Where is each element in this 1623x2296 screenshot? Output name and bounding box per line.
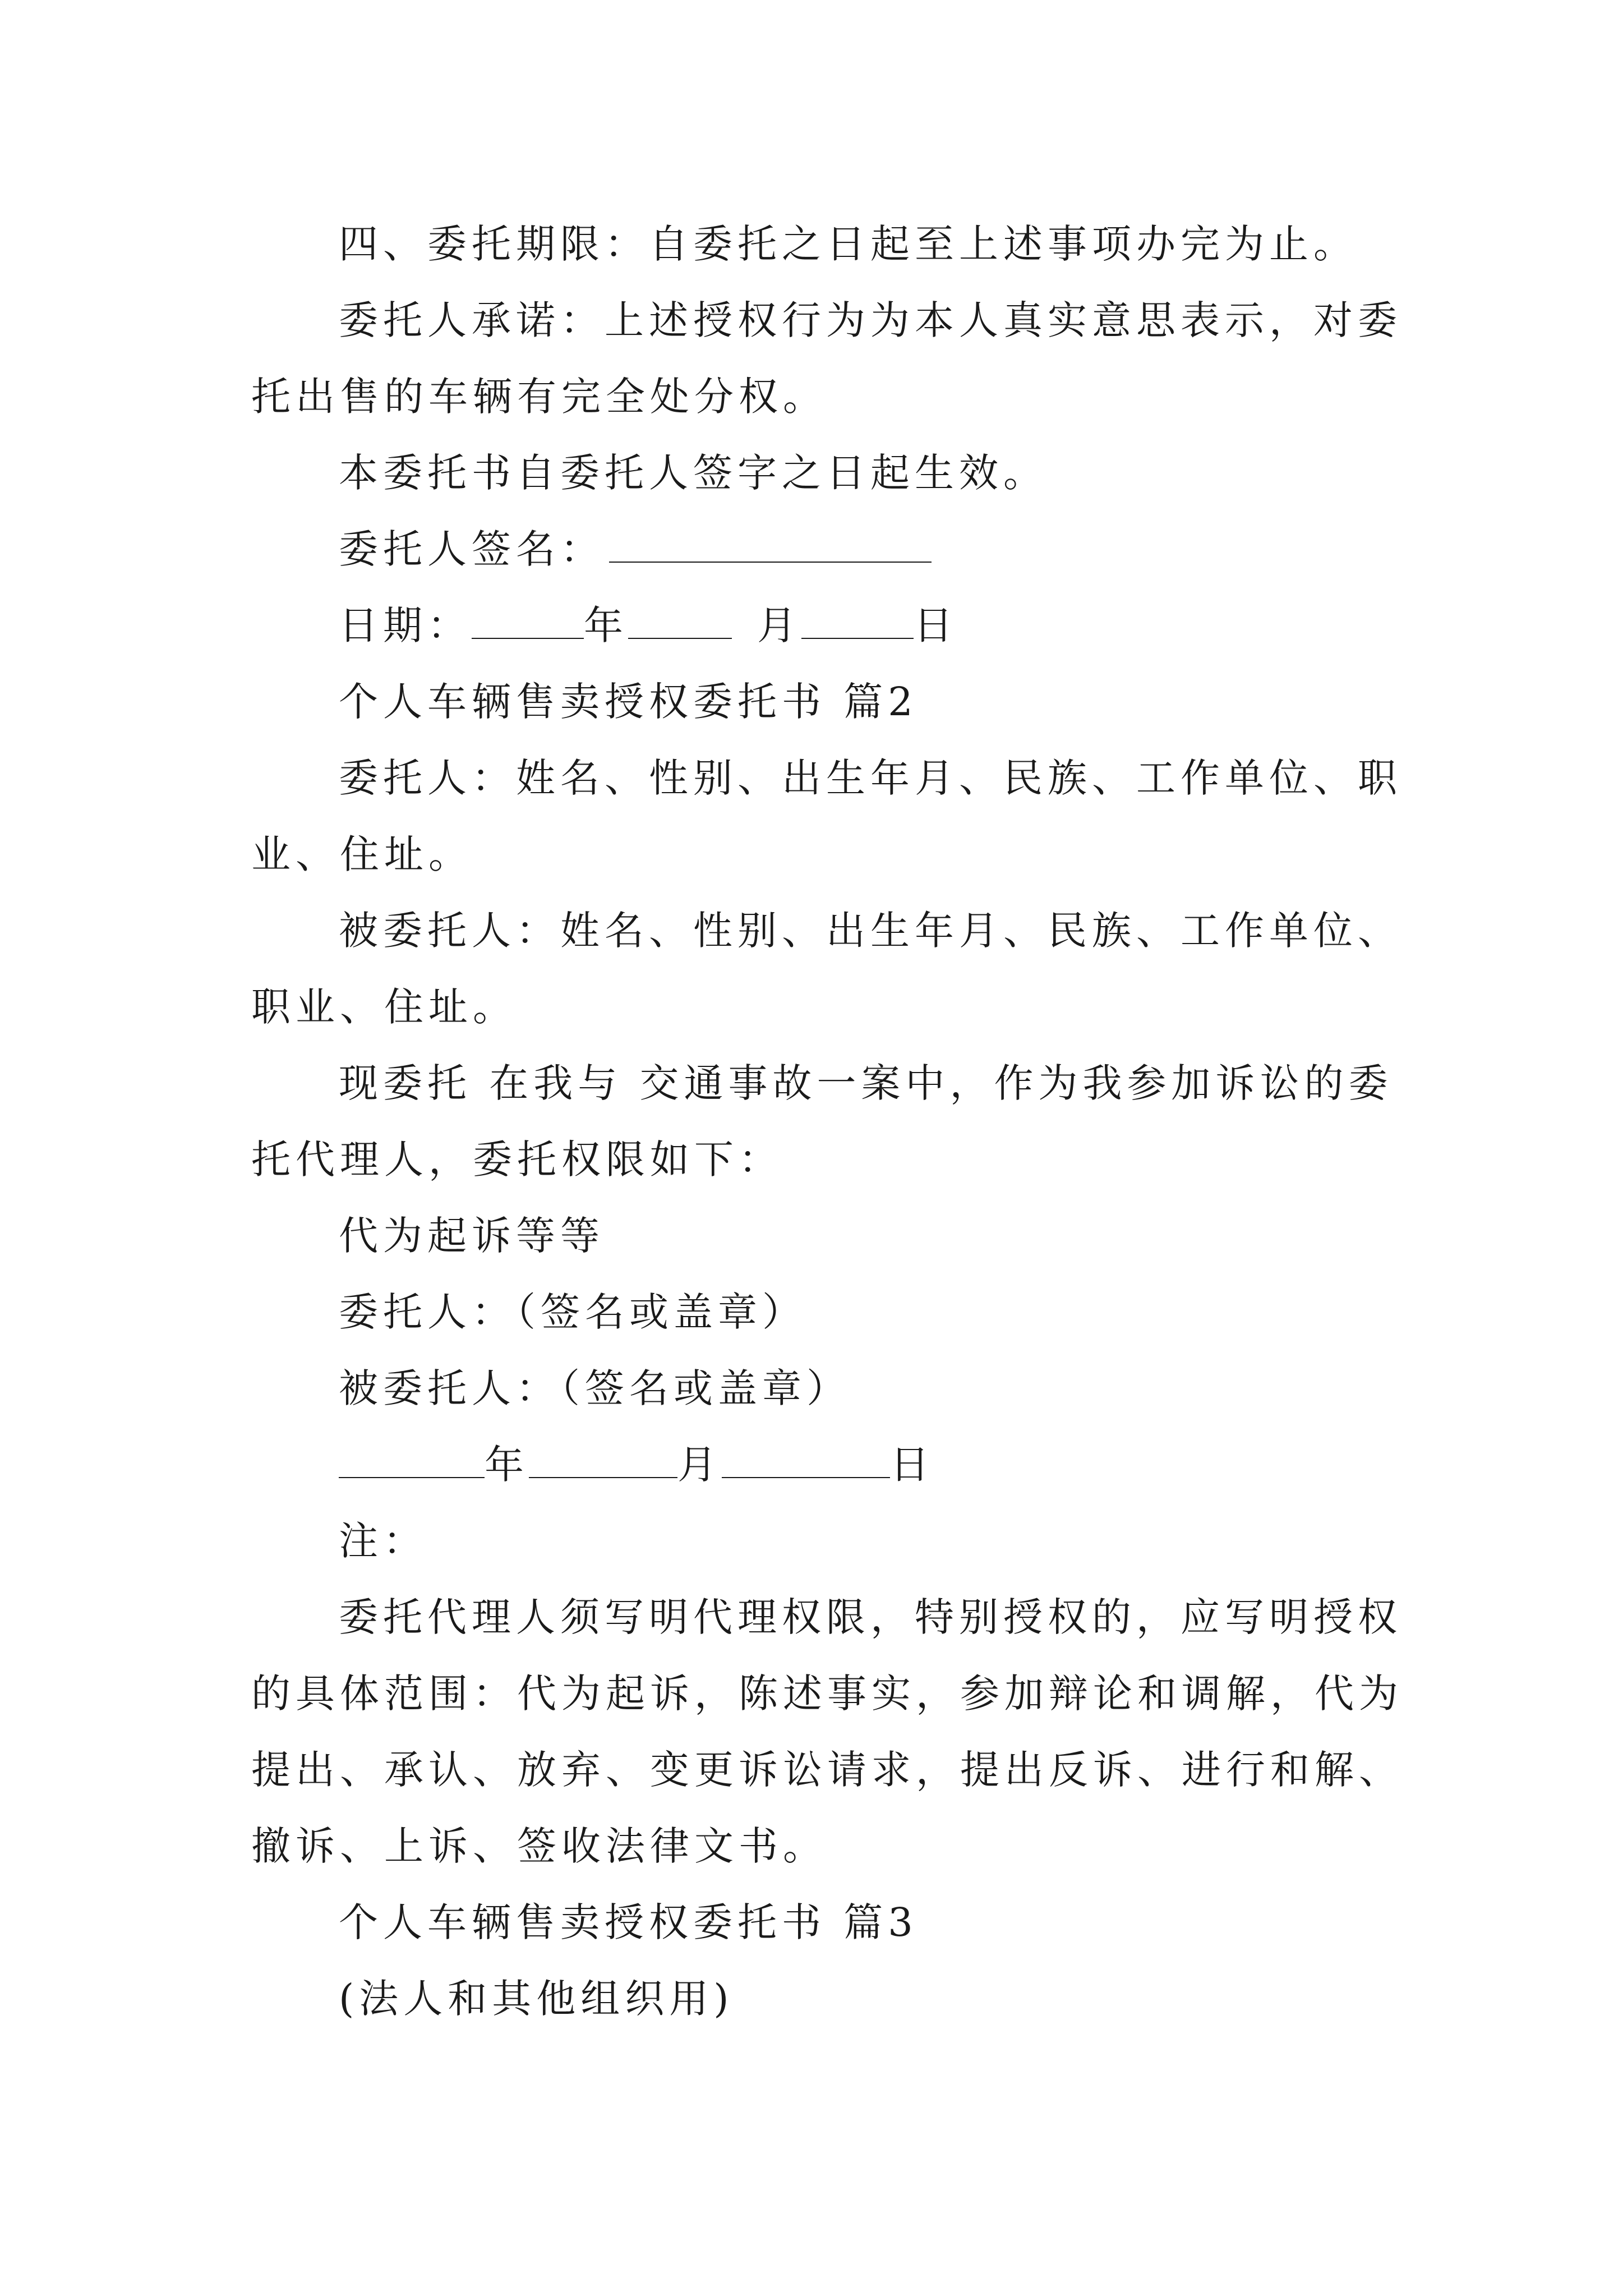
- day-blank: [801, 609, 914, 639]
- agent-sign: 被委托人：（签名或盖章）: [339, 1365, 851, 1411]
- month-blank: [628, 609, 732, 639]
- note-label: 注：: [339, 1518, 427, 1564]
- paragraph-agent-cont: 职业、住址。: [251, 984, 517, 1030]
- date-line-2: [339, 1442, 934, 1488]
- year-blank-2: [339, 1448, 485, 1478]
- year-label-2: 年: [485, 1442, 529, 1488]
- year-blank: [472, 609, 584, 639]
- note-paragraph-cont-3: 撤诉、上诉、签收法律文书。: [251, 1823, 827, 1869]
- year-label: 年: [584, 602, 628, 648]
- paragraph-effective: 本委托书自委托人签字之日起生效。: [339, 450, 1048, 496]
- signature-label: 委托人签名：: [339, 526, 605, 572]
- principal-sign: 委托人：（签名或盖章）: [339, 1289, 806, 1335]
- month-label: 月: [757, 602, 801, 648]
- day-label: 日: [914, 602, 958, 648]
- paragraph-entrust: 现委托 在我与 交通事故一案中，作为我参加诉讼的委: [339, 1060, 1393, 1106]
- paragraph-entrust-cont: 托代理人，委托权限如下：: [251, 1137, 783, 1182]
- section-heading-3: 个人车辆售卖授权委托书 篇3: [339, 1899, 918, 1945]
- day-blank-2: [722, 1448, 890, 1478]
- month-label-2: 月: [677, 1442, 722, 1488]
- date-line: [339, 602, 958, 648]
- paragraph-agent: 被委托人：姓名、性别、出生年月、民族、工作单位、: [339, 908, 1402, 954]
- paragraph-scope: 代为起诉等等: [339, 1213, 605, 1259]
- paragraph-principal-cont: 业、住址。: [251, 831, 473, 877]
- paragraph-promise-cont: 托出售的车辆有完全处分权。: [251, 374, 827, 420]
- month-blank-2: [529, 1448, 677, 1478]
- day-label-2: 日: [890, 1442, 934, 1488]
- date-label: 日期：: [339, 602, 472, 648]
- note-paragraph-cont-1: 的具体范围：代为起诉，陈述事实，参加辩论和调解，代为: [251, 1671, 1403, 1717]
- paragraph-promise: 委托人承诺：上述授权行为为本人真实意思表示，对委: [339, 297, 1402, 343]
- section-heading-2: 个人车辆售卖授权委托书 篇2: [339, 679, 918, 725]
- note-paragraph: 委托代理人须写明代理权限，特别授权的，应写明授权: [339, 1594, 1402, 1640]
- note-paragraph-cont-2: 提出、承认、放弃、变更诉讼请求，提出反诉、进行和解、: [251, 1747, 1403, 1793]
- paragraph-term: 四、委托期限：自委托之日起至上述事项办完为止。: [339, 221, 1358, 267]
- signature-blank: [609, 532, 932, 563]
- section-subtitle-3: (法人和其他组织用): [339, 1976, 734, 2022]
- paragraph-principal: 委托人：姓名、性别、出生年月、民族、工作单位、职: [339, 755, 1402, 801]
- signature-line: [339, 526, 932, 572]
